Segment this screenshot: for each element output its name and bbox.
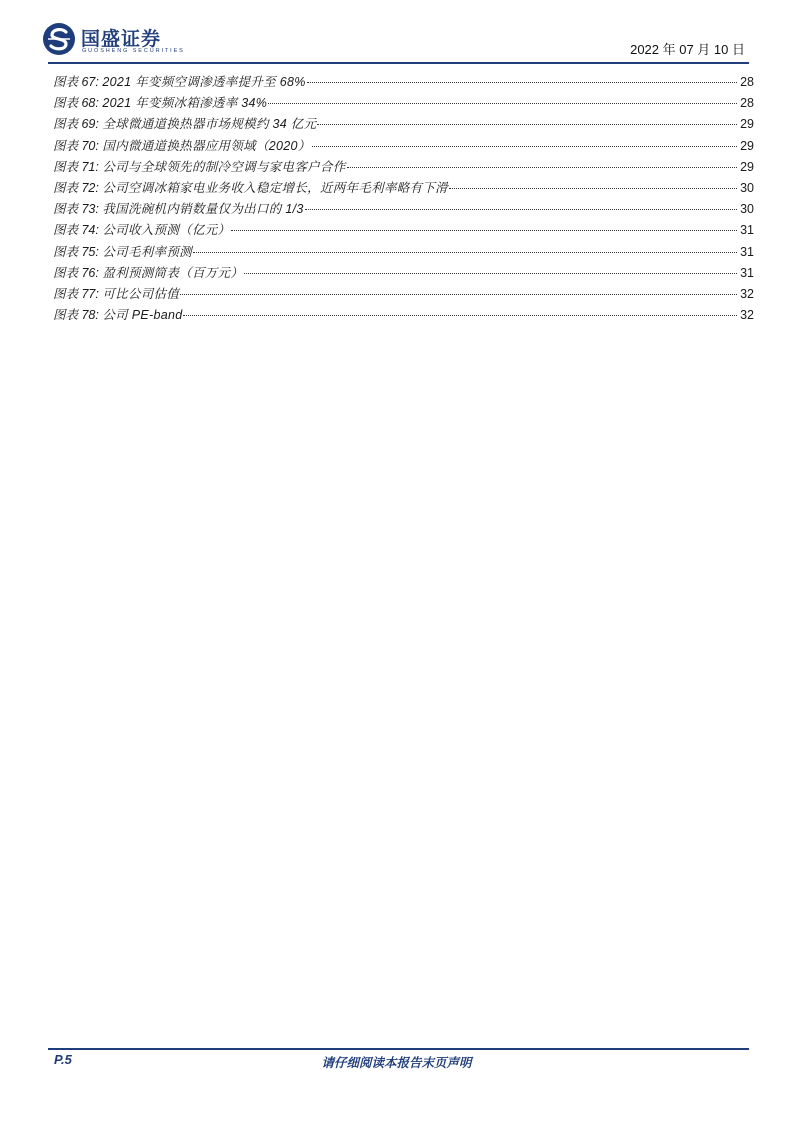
toc-entry-label: 图表 72:	[53, 180, 99, 195]
toc-entry[interactable]	[53, 263, 754, 284]
toc-entry-label: 图表 73:	[53, 202, 99, 217]
toc-entry-page: 31	[740, 244, 754, 259]
page-header	[0, 0, 793, 62]
toc-entry-title: 全球微通道换热器市场规模约 34 亿元	[102, 117, 317, 132]
toc-entry-title: 公司空调冰箱家电业务收入稳定增长，近两年毛利率略有下滑	[102, 180, 448, 195]
page-number: P.5	[54, 1052, 72, 1067]
toc-entry-label: 图表 67:	[53, 75, 99, 89]
toc-leader-dots	[347, 166, 737, 168]
toc-entry-page: 31	[740, 265, 754, 280]
toc-entry-label: 图表 75:	[53, 244, 99, 259]
logo-text-en: GUOSHENG SECURITIES	[82, 48, 185, 54]
toc-entry-label: 图表 76:	[53, 265, 99, 280]
toc-entry[interactable]	[53, 242, 754, 263]
toc-entry-page: 30	[740, 202, 754, 217]
toc-entry-label: 图表 77:	[53, 286, 99, 301]
toc-entry-title: 国内微通道换热器应用领域（2020）	[102, 138, 311, 153]
toc-entry-title: 盈利预测简表（百万元）	[102, 265, 244, 280]
toc-entry-label: 图表 70:	[53, 138, 99, 153]
toc-leader-dots	[180, 293, 737, 295]
toc-leader-dots	[305, 208, 737, 210]
toc-entry-label: 图表 69:	[53, 117, 99, 132]
toc-entry[interactable]	[53, 178, 754, 199]
toc-entry-title: 公司与全球领先的制冷空调与家电客户合作	[102, 159, 346, 174]
toc-entry[interactable]	[53, 93, 754, 114]
toc-leader-dots	[317, 123, 737, 125]
toc-entry-label: 图表 71:	[53, 159, 99, 174]
toc-leader-dots	[449, 187, 737, 189]
toc-entry-title: 公司收入预测（亿元）	[102, 223, 231, 238]
toc-entry[interactable]	[53, 114, 754, 135]
toc-entry-page: 29	[740, 117, 754, 132]
toc-leader-dots	[312, 145, 737, 147]
toc-entry[interactable]	[53, 220, 754, 241]
report-date: 2022 年 07 月 10 日	[630, 42, 745, 57]
toc-entry-page: 30	[740, 180, 754, 195]
toc-leader-dots	[231, 229, 737, 231]
footer-disclaimer: 请仔细阅读本报告末页声明	[321, 1055, 472, 1070]
toc-entry-page: 28	[740, 75, 754, 89]
toc-entry-page: 31	[740, 223, 754, 238]
logo-icon	[42, 22, 76, 56]
toc-leader-dots	[244, 272, 737, 274]
toc-leader-dots	[268, 102, 737, 104]
company-logo	[42, 22, 242, 58]
toc-entry[interactable]	[53, 199, 754, 220]
toc-entry-label: 图表 74:	[53, 223, 99, 238]
toc-leader-dots	[183, 314, 737, 316]
toc-entry-title: 可比公司估值	[102, 286, 180, 301]
header-divider	[48, 62, 749, 64]
toc-entry-page: 32	[740, 308, 754, 323]
toc-entry-title: 2021 年变频冰箱渗透率 34%	[102, 96, 268, 111]
toc-entry-label: 图表 68:	[53, 96, 99, 111]
footer-divider	[48, 1048, 749, 1050]
toc-entry-page: 28	[740, 96, 754, 111]
toc-leader-dots	[193, 251, 737, 253]
toc-entry[interactable]	[53, 157, 754, 178]
toc-entry-title: 公司毛利率预测	[102, 244, 192, 259]
toc-entry[interactable]	[53, 305, 754, 326]
toc-entry-page: 29	[740, 138, 754, 153]
toc-entry[interactable]	[53, 72, 754, 93]
toc-entry-label: 图表 78:	[53, 308, 99, 323]
toc-entry[interactable]	[53, 284, 754, 305]
toc-entry-title: 公司 PE-band	[102, 308, 183, 323]
toc-leader-dots	[307, 81, 737, 83]
toc-entry-page: 29	[740, 159, 754, 174]
toc-entry-page: 32	[740, 286, 754, 301]
toc-entry-title: 我国洗碗机内销数量仅为出口的 1/3	[102, 202, 304, 217]
figure-list	[53, 72, 754, 326]
toc-entry-title: 2021 年变频空调渗透率提升至 68%	[102, 75, 306, 89]
logo-text-cn: 国盛证券	[81, 28, 162, 50]
toc-entry[interactable]	[53, 136, 754, 157]
